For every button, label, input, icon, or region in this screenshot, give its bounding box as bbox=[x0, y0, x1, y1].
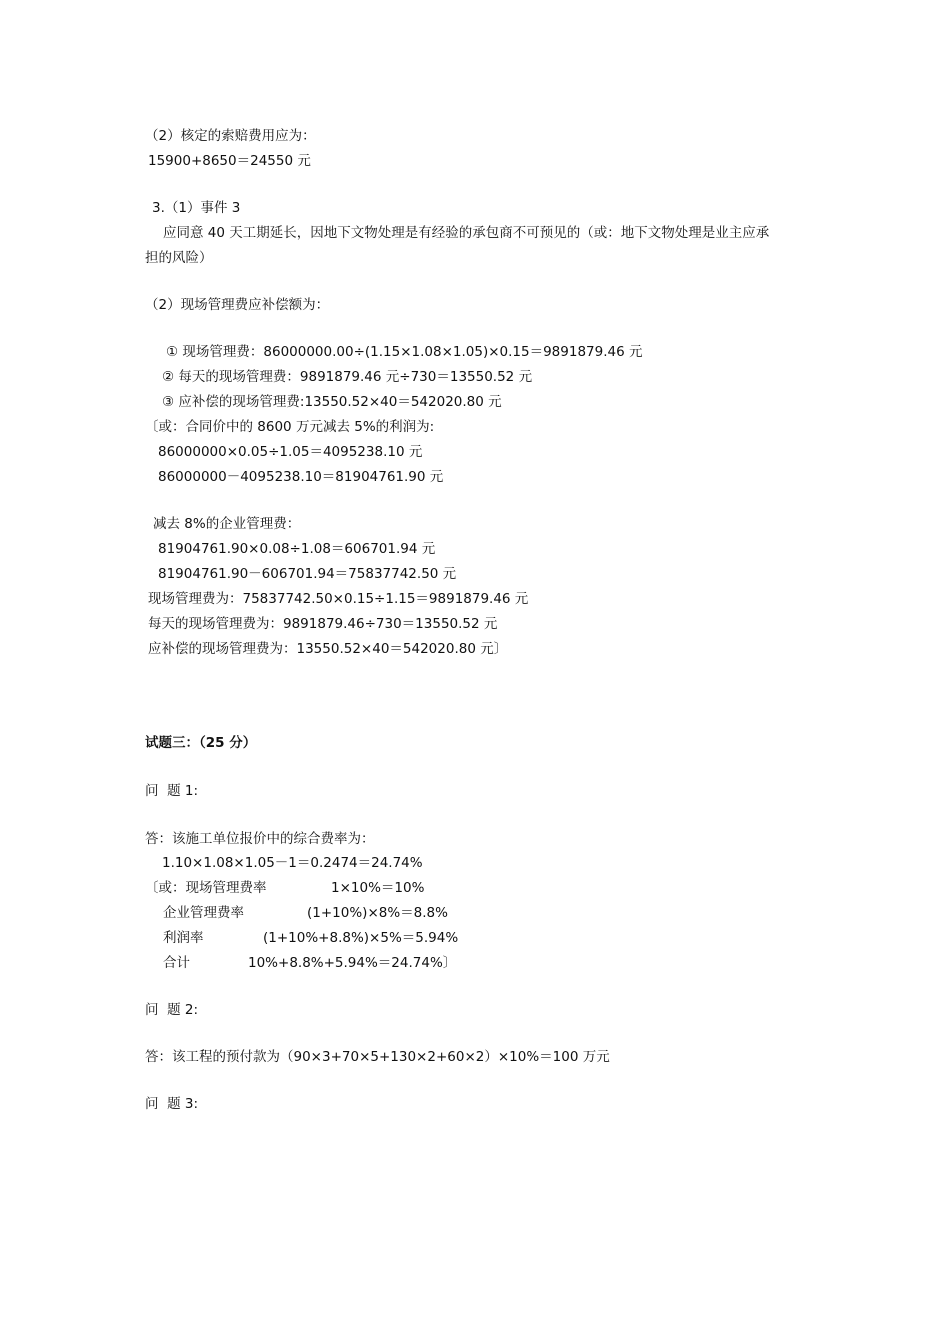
rate-row-label: 〔或：现场管理费率 bbox=[145, 880, 267, 896]
alt-method-intro: 〔或：合同价中的 8600 万元减去 5%的利润为: bbox=[145, 419, 435, 435]
event3-heading: 3.（1）事件 3 bbox=[152, 200, 241, 216]
alt-calc-enterprise: 81904761.90×0.08÷1.08＝606701.94 元 bbox=[158, 541, 436, 557]
answer-2-text: 答：该工程的预付款为（90×3+70×5+130×2+60×2）×10%＝100 万元 bbox=[145, 1049, 610, 1065]
alt-site-mgmt-fee: 现场管理费为：75837742.50×0.15÷1.15＝9891879.46 元 bbox=[148, 591, 529, 607]
rate-row-value: 1×10%＝10% bbox=[331, 880, 425, 896]
answer-1-calc: 1.10×1.08×1.05－1＝0.2474＝24.74% bbox=[162, 855, 423, 871]
alt-calc-less-enterprise: 81904761.90－606701.94＝75837742.50 元 bbox=[158, 566, 457, 582]
question-3-label: 问 题 3: bbox=[145, 1096, 199, 1112]
alt-daily-site-mgmt-fee: 每天的现场管理费为：9891879.46÷730＝13550.52 元 bbox=[148, 616, 498, 632]
calc-step-2: ② 每天的现场管理费：9891879.46 元÷730＝13550.52 元 bbox=[162, 369, 533, 385]
answer-1-intro: 答：该施工单位报价中的综合费率为： bbox=[145, 831, 375, 847]
claim-cost-calc: 15900+8650＝24550 元 bbox=[148, 153, 311, 169]
question-1-label: 问 题 1: bbox=[145, 783, 199, 799]
rate-row-value: (1+10%)×8%＝8.8% bbox=[307, 905, 448, 921]
rate-row-label: 合计 bbox=[163, 955, 190, 971]
event3-paragraph-line1: 应同意 40 天工期延长，因地下文物处理是有经验的承包商不可预见的（或：地下文物处理是业主应承 bbox=[163, 225, 770, 241]
site-mgmt-compensation-heading: （2）现场管理费应补偿额为： bbox=[145, 297, 330, 313]
calc-step-3: ③ 应补偿的现场管理费:13550.52×40＝542020.80 元 bbox=[162, 394, 502, 410]
rate-row-label: 企业管理费率 bbox=[163, 905, 244, 921]
rate-row-value: (1+10%+8.8%)×5%＝5.94% bbox=[263, 930, 459, 946]
alt-less-enterprise-heading: 减去 8%的企业管理费： bbox=[153, 516, 301, 532]
calc-step-1: ① 现场管理费：86000000.00÷(1.15×1.08×1.05)×0.15＝9891879.46 元 bbox=[166, 344, 643, 360]
alt-calc-less-profit: 86000000－4095238.10＝81904761.90 元 bbox=[158, 469, 444, 485]
exam-question-3-title: 试题三：（25 分） bbox=[145, 735, 257, 751]
alt-compensation-total: 应补偿的现场管理费为：13550.52×40＝542020.80 元〕 bbox=[148, 641, 508, 657]
question-2-label: 问 题 2: bbox=[145, 1002, 199, 1018]
event3-paragraph-line2: 担的风险） bbox=[145, 250, 213, 266]
claim-cost-heading: （2）核定的索赔费用应为： bbox=[145, 128, 316, 144]
alt-calc-profit: 86000000×0.05÷1.05＝4095238.10 元 bbox=[158, 444, 423, 460]
rate-row-value: 10%+8.8%+5.94%＝24.74%〕 bbox=[248, 955, 457, 971]
rate-row-label: 利润率 bbox=[163, 930, 204, 946]
